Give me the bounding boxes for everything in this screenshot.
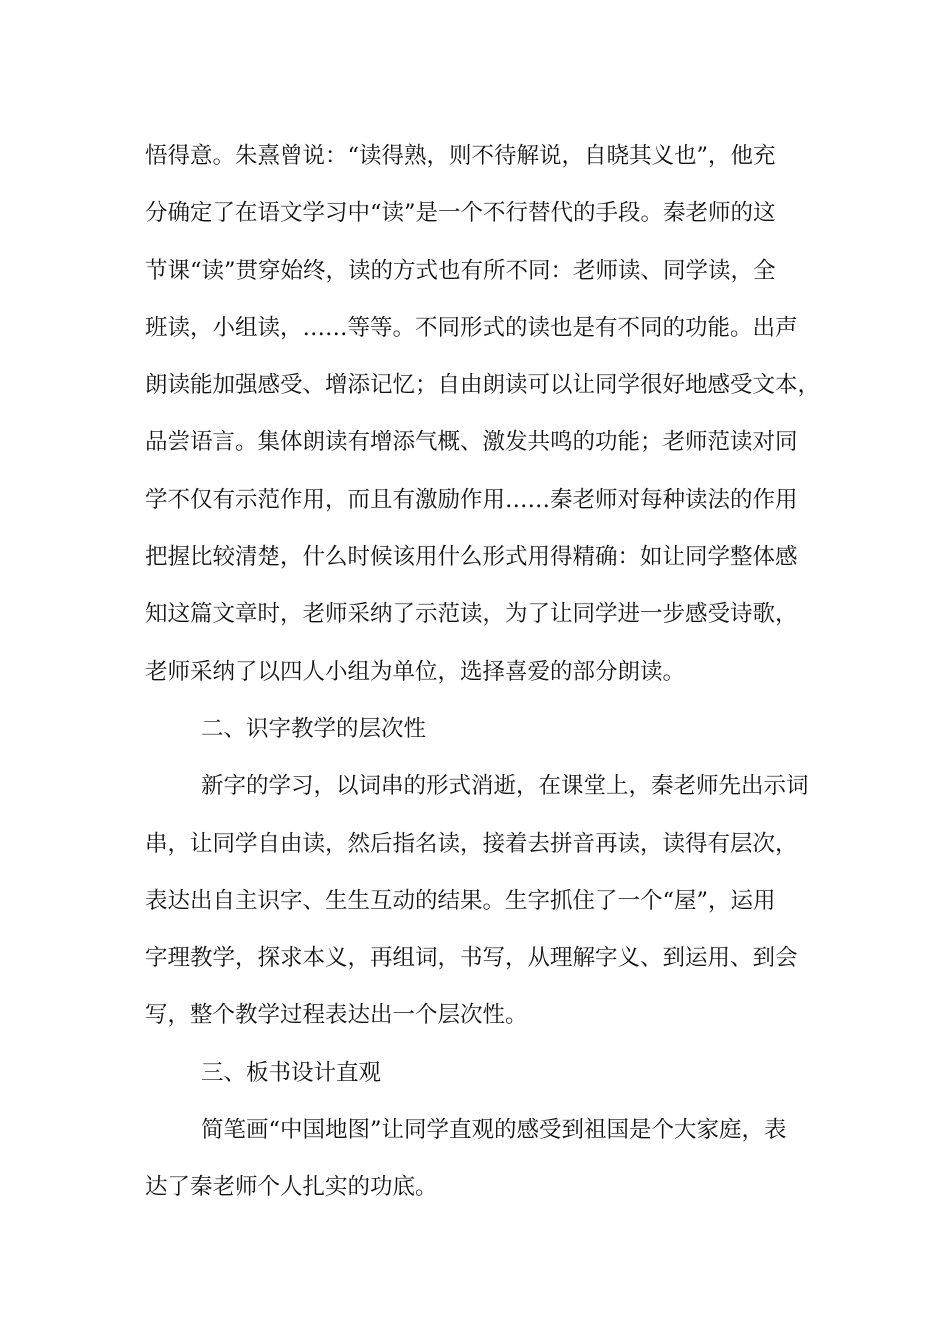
paragraph-line: 字理教学，探求本义，再组词，书写，从理解字义、到运用、到会 [145, 945, 798, 972]
paragraph-line: 新字的学习，以词串的形式消逝，在课堂上，秦老师先出示词 [201, 773, 809, 800]
section-heading: 二、识字教学的层次性 [201, 715, 427, 742]
section-heading: 三、板书设计直观 [201, 1059, 382, 1086]
paragraph-line: 知这篇文章时，老师采纳了示范读，为了让同学进一步感受诗歌， [145, 601, 798, 628]
paragraph-line: 写，整个教学过程表达出一个层次性。 [145, 1002, 528, 1029]
paragraph-line: 简笔画“中国地图”让同学直观的感受到祖国是个大家庭，表 [201, 1117, 787, 1144]
paragraph-line: 分确定了在语文学习中“读”是一个不行替代的手段。秦老师的这 [145, 200, 776, 227]
paragraph-line: 品尝语言。集体朗读有增添气概、激发共鸣的功能；老师范读对同 [145, 429, 798, 456]
paragraph-line: 达了秦老师个人扎实的功底。 [145, 1174, 438, 1201]
paragraph-line: 节课“读”贯穿始终，读的方式也有所不同：老师读、同学读，全 [145, 257, 776, 284]
paragraph-line: 班读，小组读，……等等。不同形式的读也是有不同的功能。出声 [145, 314, 798, 341]
paragraph-line: 朗读能加强感受、增添记忆；自由朗读可以让同学很好地感受文本， [145, 372, 821, 399]
document-body [145, 128, 825, 1217]
paragraph-line: 悟得意。朱熹曾说：“读得熟，则不待解说，自晓其义也”，他充 [145, 143, 776, 169]
paragraph-line: 老师采纳了以四人小组为单位，选择喜爱的部分朗读。 [145, 658, 686, 685]
paragraph-line: 串，让同学自由读，然后指名读，接着去拼音再读，读得有层次， [145, 830, 798, 857]
paragraph-line: 表达出自主识字、生生互动的结果。生字抓住了一个“屋”，运用 [145, 887, 776, 914]
paragraph-line: 学不仅有示范作用，而且有激励作用……秦老师对每种读法的作用 [145, 486, 798, 513]
paragraph-line: 把握比较清楚，什么时候该用什么形式用得精确：如让同学整体感 [145, 544, 798, 571]
